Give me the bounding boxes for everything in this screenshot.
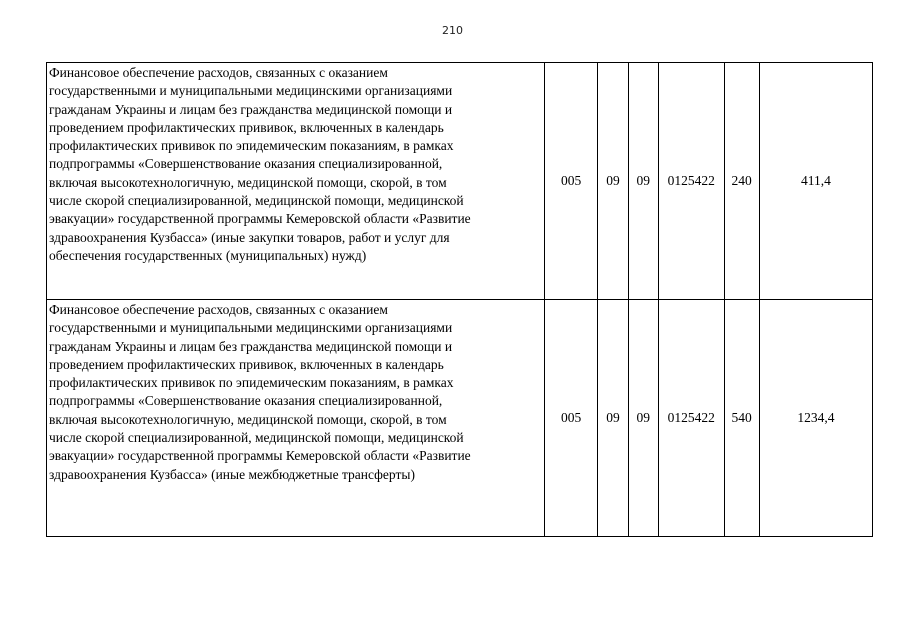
description-line: подпрограммы «Совершенствование оказания специализированной,: [49, 393, 443, 409]
description-line: проведением профилактических прививок, включенных в календарь: [49, 119, 444, 135]
description-line: здравоохранения Кузбасса» (иные закупки товаров, работ и услуг для: [49, 229, 450, 245]
section-code: 09: [598, 63, 628, 300]
subsection-code: 09: [628, 300, 658, 537]
ministry-code: 005: [544, 63, 598, 300]
description-line: Финансовое обеспечение расходов, связанных с оказанием: [49, 302, 388, 317]
description-line: государственными и муниципальными медицинскими организациями: [49, 320, 453, 336]
row-description: [47, 63, 545, 300]
description-line: проведением профилактических прививок, включенных в календарь: [49, 356, 444, 372]
subsection-code: 09: [628, 63, 658, 300]
ministry-code: 005: [544, 300, 598, 537]
row-description: [47, 300, 545, 537]
description-line: гражданам Украины и лицам без гражданства медицинской помощи и: [49, 101, 453, 117]
description-line: государственными и муниципальными медицинскими организациями: [49, 83, 453, 99]
section-code: 09: [598, 300, 628, 537]
description-line: числе скорой специализированной, медицинской помощи, медицинской: [49, 193, 464, 209]
expense-type-code: 240: [724, 63, 759, 300]
amount-value: 1234,4: [759, 300, 872, 537]
expense-type-code: 540: [724, 300, 759, 537]
description-line: включая высокотехнологичную, медицинской помощи, скорой, в том: [49, 174, 447, 190]
target-article-code: 0125422: [658, 300, 724, 537]
description-line: гражданам Украины и лицам без гражданства медицинской помощи и: [49, 338, 453, 354]
budget-table: [46, 62, 873, 537]
description-line: профилактических прививок по эпидемическим показаниям, в рамках: [49, 138, 454, 154]
description-line: Финансовое обеспечение расходов, связанных с оказанием: [49, 65, 388, 80]
description-line: эвакуации» государственной программы Кемеровской области «Развитие: [49, 211, 471, 227]
amount-value: 411,4: [759, 63, 872, 300]
page-number: 210: [442, 24, 463, 37]
table-row: [47, 63, 873, 300]
description-line: здравоохранения Кузбасса» (иные межбюджетные трансферты): [49, 466, 415, 482]
target-article-code: 0125422: [658, 63, 724, 300]
description-line: подпрограммы «Совершенствование оказания специализированной,: [49, 156, 443, 172]
description-line: профилактических прививок по эпидемическим показаниям, в рамках: [49, 375, 454, 391]
table-row: [47, 300, 873, 537]
description-line: обеспечения государственных (муниципальных) нужд): [49, 247, 367, 263]
description-line: включая высокотехнологичную, медицинской помощи, скорой, в том: [49, 411, 447, 427]
description-line: эвакуации» государственной программы Кемеровской области «Развитие: [49, 448, 471, 464]
description-line: числе скорой специализированной, медицинской помощи, медицинской: [49, 430, 464, 446]
